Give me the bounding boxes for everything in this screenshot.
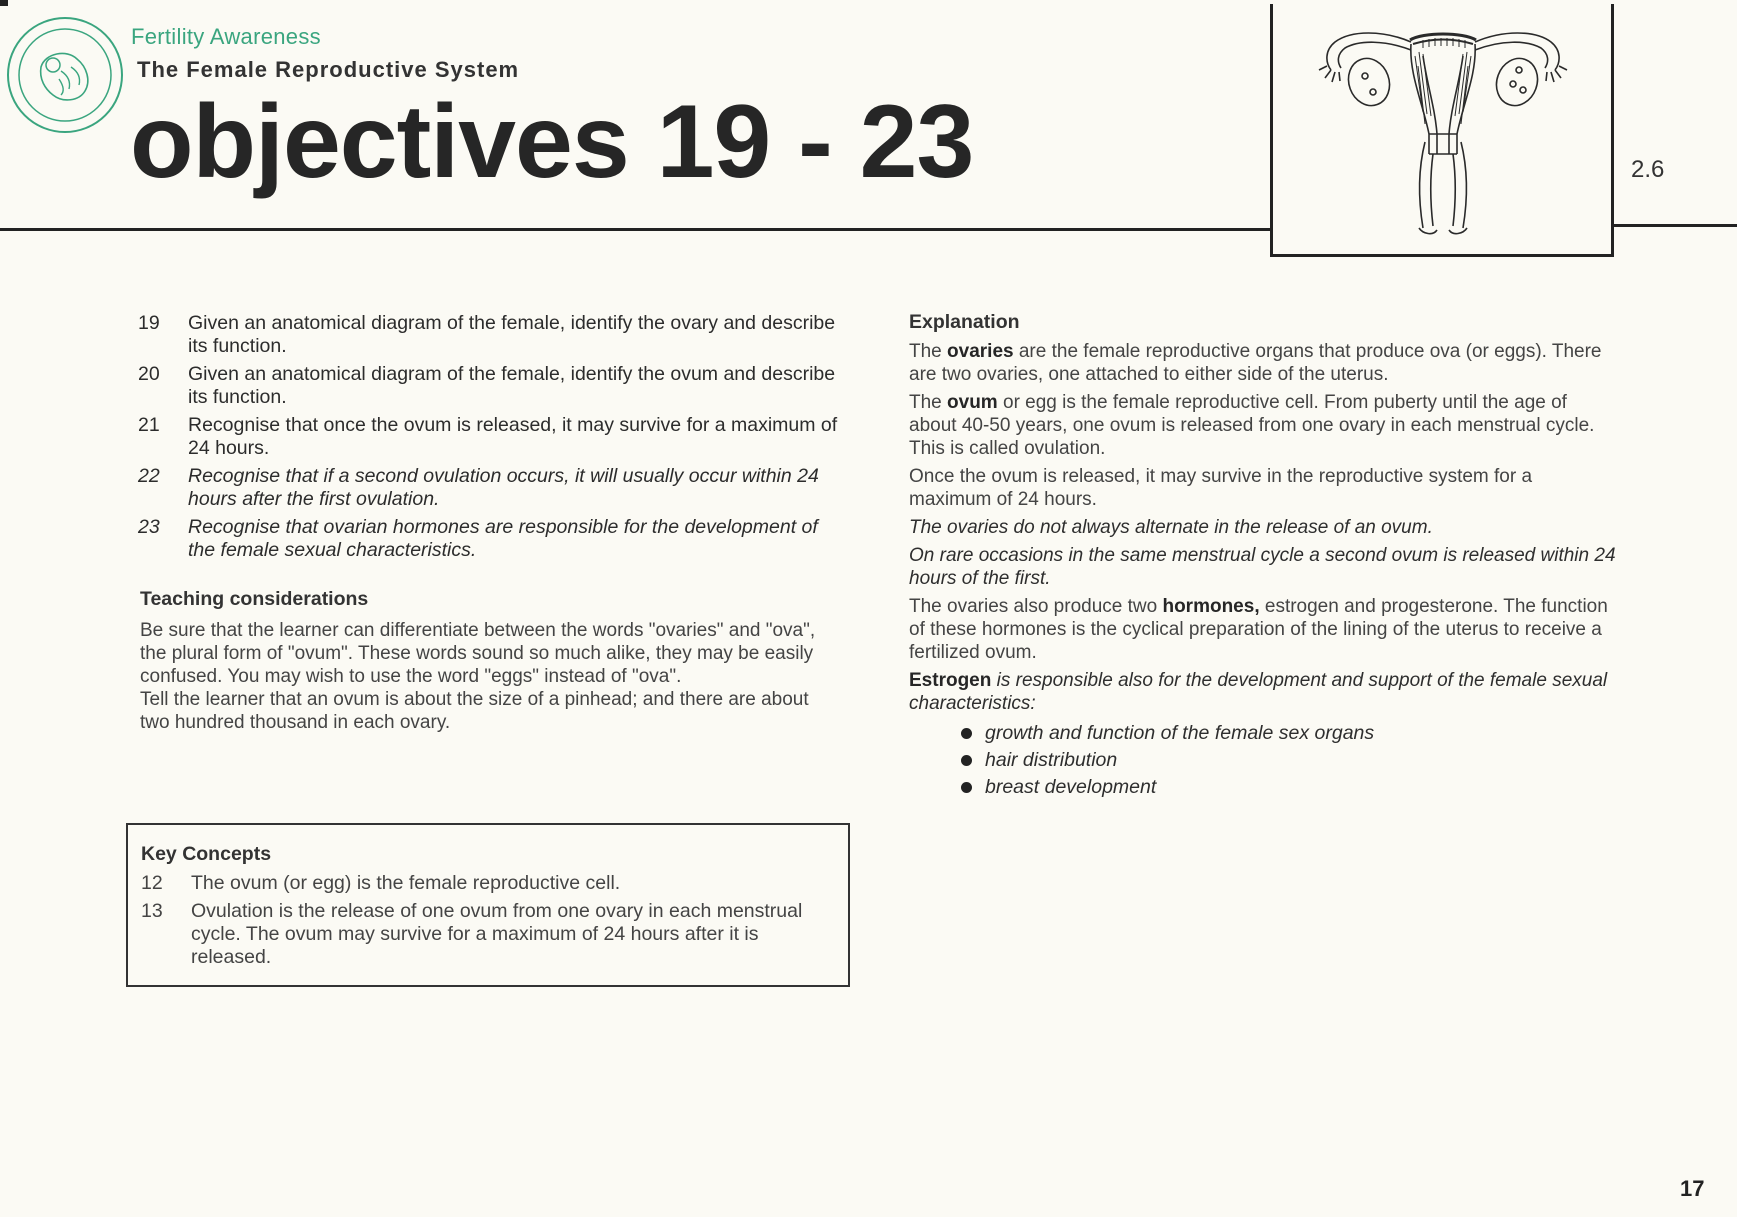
text-run: The [909, 341, 948, 362]
term-estrogen: Estrogen [909, 670, 992, 691]
explanation-section [909, 311, 1619, 801]
objective-number: 20 [138, 363, 160, 385]
objective-number: 19 [138, 312, 160, 334]
explanation-ovaries [909, 340, 1619, 386]
objective-number: 22 [138, 465, 160, 487]
text-run: is responsible also for the development and support of the female sexual characteristics: [909, 670, 1608, 714]
objective-text: Recognise that if a second ovulation occurs, it will usually occur within 24 hours after the first ovulation. [188, 465, 819, 510]
objective-item [138, 516, 838, 562]
teaching-considerations [140, 588, 840, 734]
header-rule-right [1609, 224, 1737, 227]
explanation-second-ovum: On rare occasions in the same menstrual cycle a second ovum is released within 24 hours of the first. [909, 545, 1616, 589]
explanation-ovum [909, 391, 1619, 460]
key-concept-item [141, 872, 836, 895]
term-ovum: ovum [947, 392, 998, 413]
corner-mark [0, 0, 8, 6]
list-item [909, 747, 1619, 774]
key-concepts-box [126, 823, 850, 987]
list-item-text: growth and function of the female sex organs [985, 722, 1375, 744]
objective-item [138, 363, 838, 409]
objective-text: Given an anatomical diagram of the female, identify the ovum and describe its function. [188, 363, 836, 408]
teaching-paragraph-1: Be sure that the learner can differentiate between the words "ovaries" and "ova", the plural form of "ovum". These words sound so much alike, they may be easily confused. You may wish to use the word "eggs" instead of "ova". [140, 620, 816, 687]
objective-text: Given an anatomical diagram of the female, identify the ovary and describe its function. [188, 312, 836, 357]
objective-item [138, 465, 838, 511]
key-concept-number: 12 [141, 872, 163, 894]
characteristics-list [909, 720, 1619, 801]
bullet-icon [961, 782, 972, 793]
uterus-diagram-icon [1273, 4, 1611, 254]
text-run: are the female reproductive organs that produce ova (or eggs). There are two ovaries, one attached to either side of the uterus. [909, 341, 1602, 385]
explanation-alternate: The ovaries do not always alternate in the release of an ovum. [909, 517, 1433, 538]
anatomy-figure [1270, 4, 1614, 257]
key-concept-item [141, 900, 836, 969]
chapter-subtitle: The Female Reproductive System [137, 57, 520, 82]
term-hormones: hormones, [1162, 596, 1260, 617]
fertility-logo-icon [5, 15, 125, 135]
explanation-estrogen [909, 669, 1619, 715]
text-run: The ovaries also produce two [909, 596, 1163, 617]
text-run: or egg is the female reproductive cell. From puberty until the age of about 40-50 years, one ovum is released from one ovary in each menstrual cycle. This is called ovulation. [909, 392, 1595, 459]
key-concepts-heading: Key Concepts [141, 843, 272, 865]
page-number: 17 [1680, 1176, 1705, 1201]
key-concept-number: 13 [141, 900, 163, 922]
list-item [909, 774, 1619, 801]
explanation-survival: Once the ovum is released, it may survive in the reproductive system for a maximum of 24 hours. [909, 466, 1533, 510]
page-title: objectives 19 - 23 [130, 84, 974, 200]
series-title: Fertility Awareness [131, 24, 321, 49]
objective-number: 23 [138, 516, 160, 538]
list-item-text: hair distribution [985, 749, 1118, 771]
objective-item [138, 312, 838, 358]
key-concept-text: Ovulation is the release of one ovum from one ovary in each menstrual cycle. The ovum may survive for a maximum of 24 hours after it is released. [191, 900, 803, 968]
term-ovaries: ovaries [947, 341, 1014, 362]
explanation-hormones [909, 595, 1619, 664]
section-number: 2.6 [1631, 156, 1665, 183]
list-item-text: breast development [985, 776, 1157, 798]
teaching-paragraph-2: Tell the learner that an ovum is about the size of a pinhead; and there are about two hundred thousand in each ovary. [140, 689, 809, 733]
bullet-icon [961, 728, 972, 739]
list-item [909, 720, 1619, 747]
objectives-list [138, 312, 838, 567]
key-concept-text: The ovum (or egg) is the female reproductive cell. [191, 872, 621, 894]
objective-item [138, 414, 838, 460]
objective-number: 21 [138, 414, 160, 436]
teaching-heading: Teaching considerations [140, 588, 369, 610]
objective-text: Recognise that once the ovum is released, it may survive for a maximum of 24 hours. [188, 414, 838, 459]
bullet-icon [961, 755, 972, 766]
header-rule [0, 228, 1271, 231]
text-run: The [909, 392, 948, 413]
text-run: estrogen and progesterone. The function of these hormones is the cyclical preparation of the lining of the uterus to receive a fertilized ovum. [909, 596, 1608, 663]
objective-text: Recognise that ovarian hormones are responsible for the development of the female sexual characteristics. [188, 516, 818, 561]
explanation-heading: Explanation [909, 311, 1020, 333]
